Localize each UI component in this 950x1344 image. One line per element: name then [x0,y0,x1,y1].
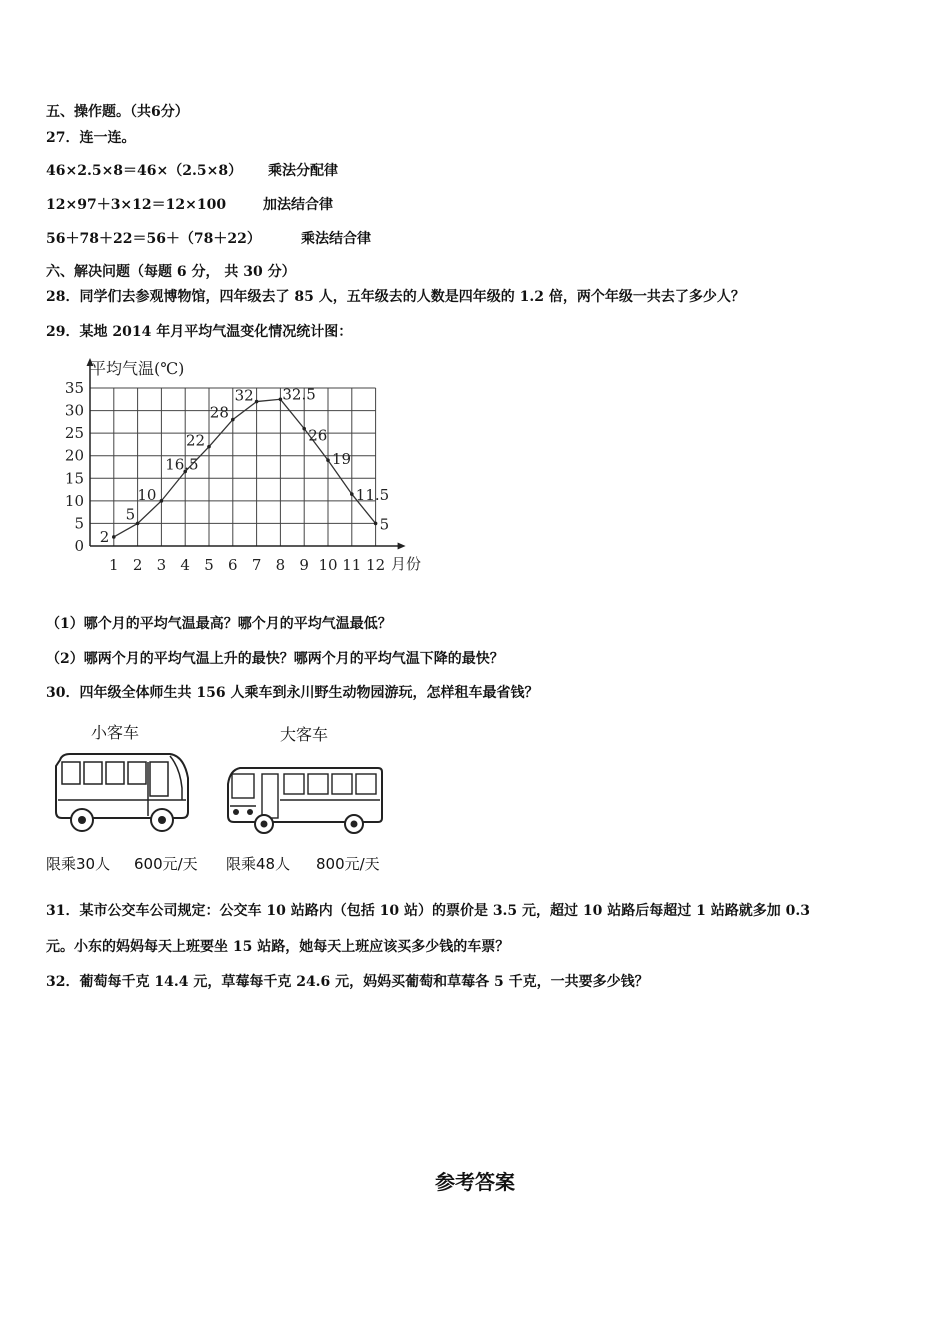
temperature-line-chart [56,352,436,578]
x-tick-label: 6 [228,556,238,574]
x-tick-label: 2 [132,556,143,574]
q27-expression-2: 12×97＋3×12＝12×100 [46,197,227,213]
data-label: 5 [379,515,390,534]
question-29-part-1: （1）哪个月的平均气温最高？哪个月的平均气温最低？ [46,616,392,632]
y-tick-label: 10 [64,491,84,510]
large-bus-icon [226,762,386,834]
question-29-title: 29．某地 2014 年月平均气温变化情况统计图： [46,324,353,340]
x-tick-label: 5 [204,556,214,574]
section-5-heading: 五、操作题。（共6分） [46,104,189,120]
y-tick-label: 35 [64,379,84,397]
y-tick-label: 20 [64,446,84,465]
data-point [374,522,378,526]
large-bus-price: 800元/天 [316,855,380,873]
y-tick-label: 30 [64,401,84,420]
data-point [207,445,211,449]
q27-expression-1: 46×2.5×8＝46×（2.5×8） [46,163,243,179]
question-30: 30．四年级全体师生共 156 人乘车到永川野生动物园游玩，怎样租车最省钱？ [46,685,539,701]
data-point [112,535,116,539]
q27-row-1 [46,161,338,181]
q27-law-3: 乘法结合律 [301,231,371,247]
y-tick-label: 5 [74,514,84,533]
data-point [160,499,164,503]
x-axis-label: 月份 [391,555,422,573]
data-point [136,522,140,526]
section-6-heading: 六、解决问题（每题 6 分， 共 30 分） [46,264,296,280]
data-label: 16.5 [165,455,199,474]
q27-expression-3: 56＋78＋22＝56＋（78＋22） [46,231,261,247]
large-bus-name: 大客车 [280,725,329,744]
x-tick-label: 4 [180,556,190,574]
small-bus-icon [52,748,194,834]
small-bus-name: 小客车 [91,723,140,742]
q27-row-2 [46,195,333,215]
data-point [231,418,235,422]
data-point [326,458,330,462]
question-27-title: 27．连一连。 [46,130,136,146]
q27-row-3 [46,229,371,249]
x-axis-arrow [398,543,406,550]
data-label: 2 [99,527,110,546]
question-29-part-2: （2）哪两个月的平均气温上升的最快？哪两个月的平均气温下降的最快？ [46,651,504,667]
x-tick-labels [109,556,385,574]
data-label: 10 [137,485,157,504]
x-tick-label: 11 [342,556,362,574]
data-label: 28 [209,403,229,422]
x-tick-label: 8 [275,556,286,574]
x-tick-label: 9 [299,556,309,574]
data-label: 19 [332,450,352,469]
small-bus-price: 600元/天 [134,855,198,873]
q27-law-1: 乘法分配律 [268,163,338,179]
data-label: 11.5 [355,486,390,505]
data-label: 32.5 [282,385,316,404]
y-tick-labels [65,379,84,555]
data-point [302,427,306,431]
question-32: 32．葡萄每千克 14.4 元，草莓每千克 24.6 元，妈妈买葡萄和草莓各 5 千克，一共要多少钱？ [46,974,649,990]
data-point [350,492,354,496]
question-31-line-2: 元。小东的妈妈每天上班要坐 15 站路，她每天上班应该买多少钱的车票？ [46,939,510,955]
question-28: 28．同学们去参观博物馆，四年级去了 85 人，五年级去的人数是四年级的 1.2 倍，两个年级一共去了多少人？ [46,289,745,305]
q27-law-2: 加法结合律 [263,197,333,213]
data-point [255,400,259,404]
small-bus-capacity: 限乘30人 [46,855,111,873]
data-label: 5 [125,505,136,524]
question-31-line-1: 31．某市公交车公司规定：公交车 10 站路内（包括 10 站）的票价是 3.5 元，超过 10 站路后每超过 1 站路就多加 0.3 [46,903,810,919]
large-bus-capacity: 限乘48人 [226,855,291,873]
data-label: 22 [186,431,206,450]
y-tick-label: 15 [64,469,84,488]
x-tick-label: 1 [109,556,119,574]
x-tick-label: 3 [156,556,167,574]
y-tick-label: 0 [74,537,84,555]
y-tick-label: 25 [64,424,84,443]
data-label: 32 [234,386,254,405]
chart-title: 平均气温(℃) [90,359,185,378]
x-tick-label: 7 [251,556,262,574]
x-tick-label: 12 [366,556,386,574]
data-labels [100,385,389,546]
x-tick-label: 10 [318,556,338,574]
reference-answer-heading: 参考答案 [435,1170,515,1194]
data-label: 26 [308,426,328,445]
